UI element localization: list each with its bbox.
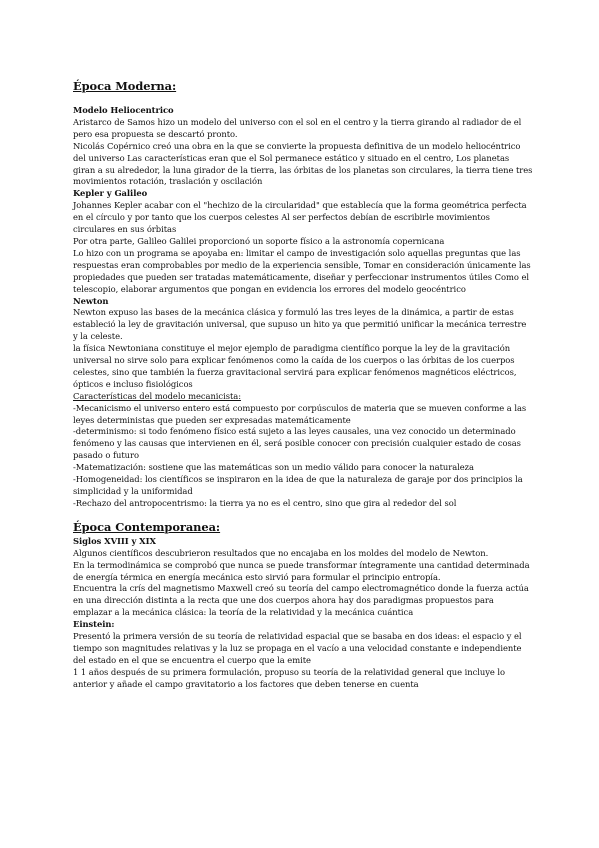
section-body-epoca-moderna <box>73 105 533 510</box>
subheading: Modelo Heliocentrico <box>73 105 174 115</box>
paragraph: En la termodinámica se comprobó que nunca se puede transformar íntegramente una cantidad determinada de energía térmica en energía mecánica esto sirvió para formular el principio entropía. <box>73 559 530 582</box>
paragraph: la física Newtoniana constituye el mejor ejemplo de paradigma científico porque la ley de la gravitación universal no sirve solo para explicar fenómenos como la caída de los cuerpos o las órbitas de los cuerpos celestes, sino que también la fuerza gravitacional servirá para explicar fenómenos magnéticos eléctricos, ópticos e incluso fisiológicos <box>73 343 517 389</box>
paragraph: -Mecanicismo el universo entero está compuesto por corpúsculos de materia que se mueven conforme a las leyes deterministas que pueden ser expresadas matemáticamente <box>73 402 527 425</box>
subheading: Siglos XVIII y XIX <box>73 535 156 546</box>
paragraph: Newton expuso las bases de la mecánica clásica y formuló las tres leyes de la dinámica, a partir de estas estableció la ley de gravitación universal, que supuso un hito ya que permitió unificar la mecánica terrestre y la celeste. <box>73 307 527 342</box>
section-body-epoca-contemporanea <box>73 536 533 691</box>
underlined-heading: Características del modelo mecanicista: <box>73 390 241 401</box>
paragraph: Aristarco de Samos hizo un modelo del universo con el sol en el centro y la tierra girando al radiador de el pero esa propuesta se descartó pronto. <box>73 116 522 139</box>
paragraph: -determinismo: si todo fenómeno físico está sujeto a las leyes causales, una vez conocido un determinado fenómeno y las causas que intervienen en él, será posible conocer con precisión cualquier estado de cosas pasado o futuro <box>73 426 521 461</box>
paragraph: -Homogeneidad: los científicos se inspiraron en la idea de que la naturaleza de garaje por dos principios la simplicidad y la uniformidad <box>73 474 523 496</box>
paragraph: Algunos científicos descubrieron resultados que no encajaba en los moldes del modelo de Newton. <box>73 547 489 558</box>
subheading: Kepler y Galileo <box>73 188 148 199</box>
paragraph: -Rechazo del antropocentrismo: la tierra ya no es el centro, sino que gira al rededor del sol <box>73 497 457 508</box>
subheading: Einstein: <box>73 619 115 630</box>
paragraph: Johannes Kepler acabar con el "hechizo de la circularidad" que establecía que la forma geométrica perfecta en el círculo y por tanto que los cuerpos celestes Al ser perfectos debían de escribirle movimientos circulares en sus órbitas <box>73 200 527 235</box>
document-page <box>73 80 533 691</box>
paragraph: 1 1 años después de su primera formulación, propuso su teoría de la relatividad general que incluye lo anterior y añade el campo gravitatorio a los factores que deben tenerse en cuenta <box>73 666 506 689</box>
section-title-epoca-contemporanea: Época Contemporanea: <box>73 519 221 534</box>
paragraph: -Matematización: sostiene que las matemáticas son un medio válido para conocer la naturaleza <box>73 462 474 473</box>
paragraph: Nicolás Copérnico creó una obra en la que se convierte la propuesta definitiva de un modelo heliocéntrico del universo Las características eran que el Sol permanece estático y situado en el centro, Los planetas giran a su alrededor, la luna girador de la tierra, las órbitas de los planetas son circulares, la tierra tiene tres movimientos rotación, traslación y oscilación <box>73 140 533 187</box>
paragraph: Por otra parte, Galileo Galilei proporcionó un soporte físico a la astronomía copernicana <box>73 235 445 246</box>
paragraph: Presentó la primera versión de su teoría de relatividad espacial que se basaba en dos ideas: el espacio y el tiempo son magnitudes relativas y la luz se propaga en el vacío a una velocidad constante e independiente del estado en el que se encuentra el cuerpo que la emite <box>73 631 522 665</box>
section-title-epoca-moderna: Época Moderna: <box>73 79 177 93</box>
paragraph: Encuentra la crís del magnetismo Maxwell creó su teoría del campo electromagnético donde la fuerza actúa en una dirección distinta a la recta que une dos cuerpos ahora hay dos paradigmas propuestos para emplazar a la mecánica clásica: la teoría de la relatividad y la mecánica cuántica <box>73 583 529 618</box>
paragraph: Lo hizo con un programa se apoyaba en: limitar el campo de investigación solo aquellas preguntas que las respuestas eran comprobables por medio de la experiencia sensible, Tomar en consideración únicamente las propiedades que pueden ser tratadas matemáticamente, diseñar y perfeccionar instrumentos útiles Como el telescopio, elaborar argumentos que pongan en evidencia los errores del modelo geocéntrico <box>73 247 531 294</box>
subheading: Newton <box>73 295 109 306</box>
